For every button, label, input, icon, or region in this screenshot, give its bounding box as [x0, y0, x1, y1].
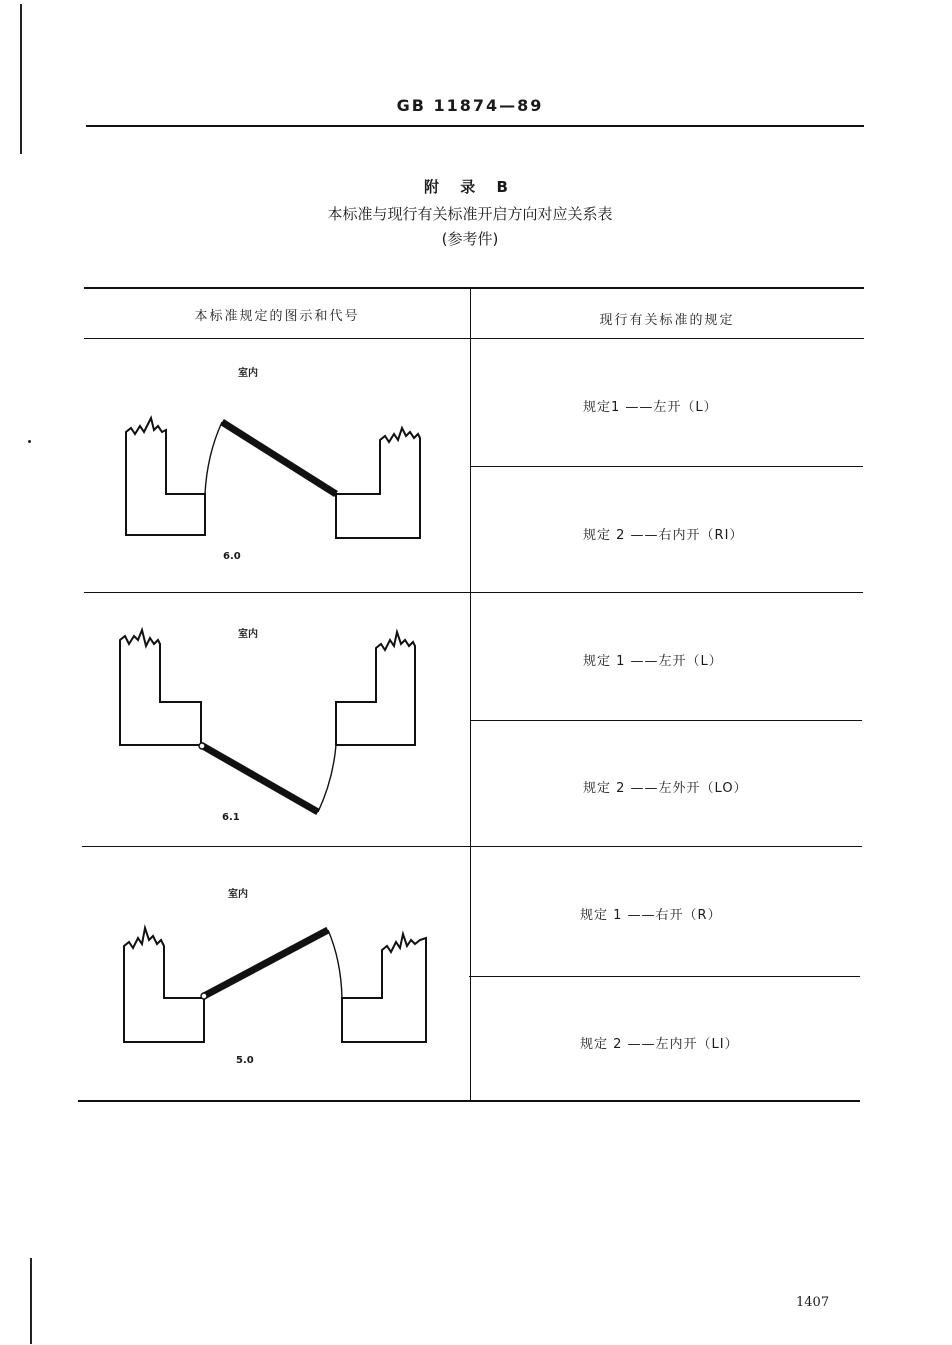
indoor-label: 室内 [238, 368, 258, 379]
page-number: 1407 [796, 1295, 830, 1310]
rule-1-text: 规定 1 ——左开（L） [583, 654, 723, 669]
appendix-subtitle: 本标准与现行有关标准开启方向对应关系表 [327, 205, 613, 223]
appendix-title: 附 录 B [424, 178, 516, 196]
standard-number: GB 11874—89 [396, 96, 544, 115]
indoor-label: 室内 [228, 889, 248, 900]
figure-code: 5.0 [236, 1055, 254, 1066]
rule-2-text: 规定 2 ——左内开（LI） [580, 1037, 739, 1052]
rule-2-text: 规定 2 ——右内开（RI） [583, 528, 744, 543]
rule-2-text: 规定 2 ——左外开（LO） [583, 781, 748, 796]
column-header-diagram: 本标准规定的图示和代号 [194, 309, 360, 324]
figure-code: 6.1 [222, 812, 240, 823]
indoor-label: 室内 [238, 629, 258, 640]
rule-1-text: 规定 1 ——右开（R） [580, 908, 722, 923]
column-header-current-standard: 现行有关标准的规定 [599, 313, 735, 328]
rule-1-text: 规定1 ——左开（L） [583, 400, 718, 415]
figure-code: 6.0 [223, 551, 241, 562]
appendix-reference: (参考件) [441, 230, 499, 248]
